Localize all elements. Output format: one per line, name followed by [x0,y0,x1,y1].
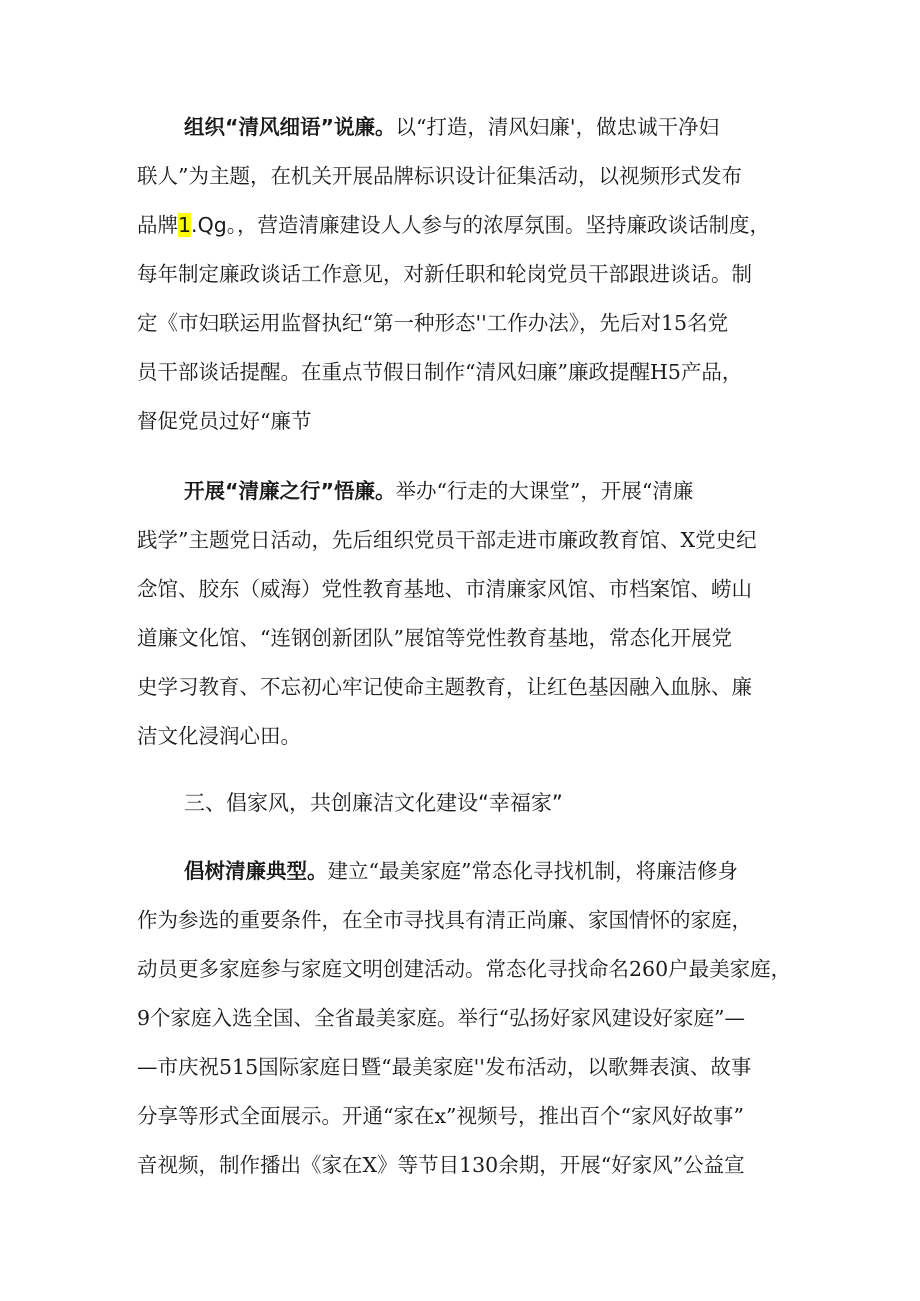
paragraph-line [137,211,770,239]
paragraph-line: 每年制定廉政谈话工作意见，对新任职和轮岗党员干部跟进谈话。制 [137,262,752,286]
paragraph-text: 以“打造，清风妇廉'，做忠诚干净妇 [395,115,720,139]
paragraph-line: 音视频，制作播出《家在X》等节目130余期，开展“好家风”公益宣 [137,1153,745,1177]
paragraph-line: 道廉文化馆、“连钢创新团队”展馆等党性教育基地，常态化开展党 [137,626,732,650]
paragraph-line: 分享等形式全面展示。开通“家在x”视频号，推出百个“家风好故事” [137,1104,744,1128]
paragraph-line: 史学习教育、不忘初心牢记使命主题教育，让红色基因融入血脉、廉 [137,675,752,699]
paragraph-line [184,857,738,885]
section-heading: 三、倡家风，共创廉洁文化建设“幸福家” [184,791,563,815]
paragraph-line: 践学”主题党日活动，先后组织党员干部走进市廉政教育馆、X党史纪 [137,528,757,552]
paragraph-line: 定《市妇联运用监督执纪“第一种形态''工作办法》，先后对15名党 [137,311,729,335]
paragraph-line: —市庆祝515国际家庭日暨“最美家庭''发布活动，以歌舞表演、故事 [137,1055,752,1079]
paragraph-text: 建立“最美家庭”常态化寻找机制，将廉洁修身 [327,859,738,883]
paragraph-text: 。，营造清廉建设人人参与的浓厚氛围。坚持廉政谈话制度， [226,213,770,237]
paragraph-text: 品牌 [137,213,178,237]
paragraph-line: 念馆、胶东（威海）党性教育基地、市清廉家风馆、市档案馆、崂山 [137,577,752,601]
paragraph-line: 联人”为主题，在机关开展品牌标识设计征集活动，以视频形式发布 [137,164,742,188]
paragraph-text: 举办“行走的大课堂”，开展“清廉 [395,479,694,503]
paragraph-text: .Qg [191,213,227,237]
paragraph-line: 员干部谈话提醒。在重点节假日制作“清风妇廉”廉政提醒H5产品， [137,360,743,384]
paragraph-line: 作为参选的重要条件，在全市寻找具有清正尚廉、家国情怀的家庭， [137,908,752,932]
paragraph-line [184,477,693,505]
paragraph-lead: 组织“清风细语”说廉。 [184,115,396,139]
paragraph-line: 督促党员过好“廉节 [137,409,312,433]
paragraph-lead: 倡树清廉典型。 [184,859,328,883]
paragraph-lead: 开展“清廉之行”悟廉。 [184,479,396,503]
highlighted-text: 1 [178,213,192,237]
paragraph-line: 洁文化浸润心田。 [137,724,301,748]
paragraph-line [184,113,719,141]
paragraph-line: 动员更多家庭参与家庭文明创建活动。常态化寻找命名260户最美家庭， [137,957,792,981]
paragraph-line: 9个家庭入选全国、全省最美家庭。举行“弘扬好家风建设好家庭”— [137,1006,746,1030]
